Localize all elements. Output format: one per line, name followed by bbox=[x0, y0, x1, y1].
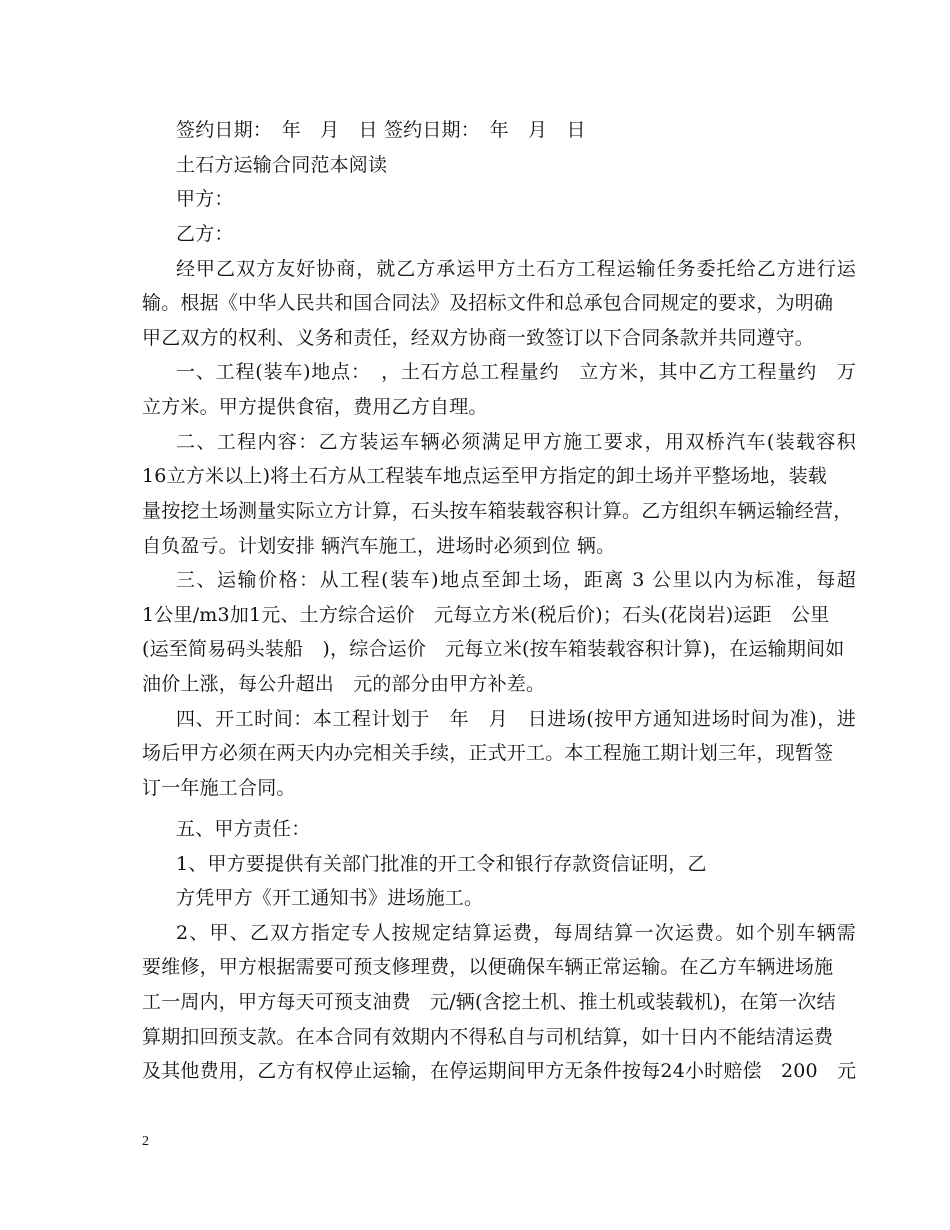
paragraph-line: 要维修，甲方根据需要可预支修理费，以便确保车辆正常运输。在乙方车辆进场施 bbox=[142, 956, 834, 978]
paragraph-line: 订一年施工合同。 bbox=[142, 777, 296, 799]
paragraph-line: 工一周内，甲方每天可预支油费 元/辆(含挖土机、推土机或装载机)，在第一次结 bbox=[142, 991, 836, 1013]
paragraph-line: 方凭甲方《开工通知书》进场施工。 bbox=[176, 887, 484, 909]
paragraph-line: 三、运输价格：从工程(装车)地点至卸土场，距离 3 公里以内为标准，每超 bbox=[176, 569, 856, 591]
section-heading: 五、甲方责任： bbox=[176, 818, 311, 840]
paragraph-line: 二、工程内容：乙方装运车辆必须满足甲方施工要求，用双桥汽车(装载容积 bbox=[176, 431, 856, 453]
paragraph-line: 一、工程(装车)地点： ，土石方总工程量约 立方米，其中乙方工程量约 万 bbox=[176, 361, 856, 383]
paragraph-line: 经甲乙双方友好协商，就乙方承运甲方土石方工程运输任务委托给乙方进行运 bbox=[176, 258, 856, 280]
paragraph-line: 1、甲方要提供有关部门批准的开工令和银行存款资信证明，乙 bbox=[176, 853, 707, 875]
paragraph-line: 1公里/m3加1元、土方综合运价 元每立方米(税后价)；石头(花岗岩)运距 公里 bbox=[142, 604, 830, 626]
paragraph-line: 16立方米以上)将土石方从工程装车地点运至甲方指定的卸土场并平整场地，装载 bbox=[142, 465, 827, 487]
paragraph-line: 量按挖土场测量实际立方计算，石头按车箱装载容积计算。乙方组织车辆运输经营， bbox=[142, 500, 853, 522]
signing-date-line: 签约日期： 年 月 日 签约日期： 年 月 日 bbox=[176, 119, 586, 141]
party-b-label: 乙方： bbox=[176, 223, 234, 245]
paragraph-line: 2、甲、乙双方指定专人按规定结算运费，每周结算一次运费。如个别车辆需 bbox=[176, 922, 856, 944]
paragraph-line: 立方米。甲方提供食宿，费用乙方自理。 bbox=[142, 396, 488, 418]
paragraph-line: 油价上涨，每公升超出 元的部分由甲方补差。 bbox=[142, 673, 546, 695]
paragraph-line: 及其他费用，乙方有权停止运输，在停运期间甲方无条件按每24小时赔偿 200 元 bbox=[142, 1060, 857, 1082]
paragraph-line: 四、开工时间：本工程计划于 年 月 日进场(按甲方通知进场时间为准)，进 bbox=[176, 708, 856, 730]
paragraph-line: 算期扣回预支款。在本合同有效期内不得私自与司机结算，如十日内不能结清运费 bbox=[142, 1026, 834, 1048]
page-number: 2 bbox=[142, 1134, 149, 1149]
party-a-label: 甲方： bbox=[176, 188, 234, 210]
paragraph-line: 自负盈亏。计划安排 辆汽车施工，进场时必须到位 辆。 bbox=[142, 535, 616, 557]
paragraph-line: 场后甲方必须在两天内办完相关手续，正式开工。本工程施工期计划三年，现暂签 bbox=[142, 742, 834, 764]
paragraph-line: (运至简易码头装船 )，综合运价 元每立米(按车箱装载容积计算)，在运输期间如 bbox=[142, 638, 845, 660]
document-title: 土石方运输合同范本阅读 bbox=[176, 154, 388, 176]
paragraph-line: 输。根据《中华人民共和国合同法》及招标文件和总承包合同规定的要求，为明确 bbox=[142, 292, 834, 314]
paragraph-line: 甲乙双方的权利、义务和责任，经双方协商一致签订以下合同条款并共同遵守。 bbox=[142, 327, 815, 349]
